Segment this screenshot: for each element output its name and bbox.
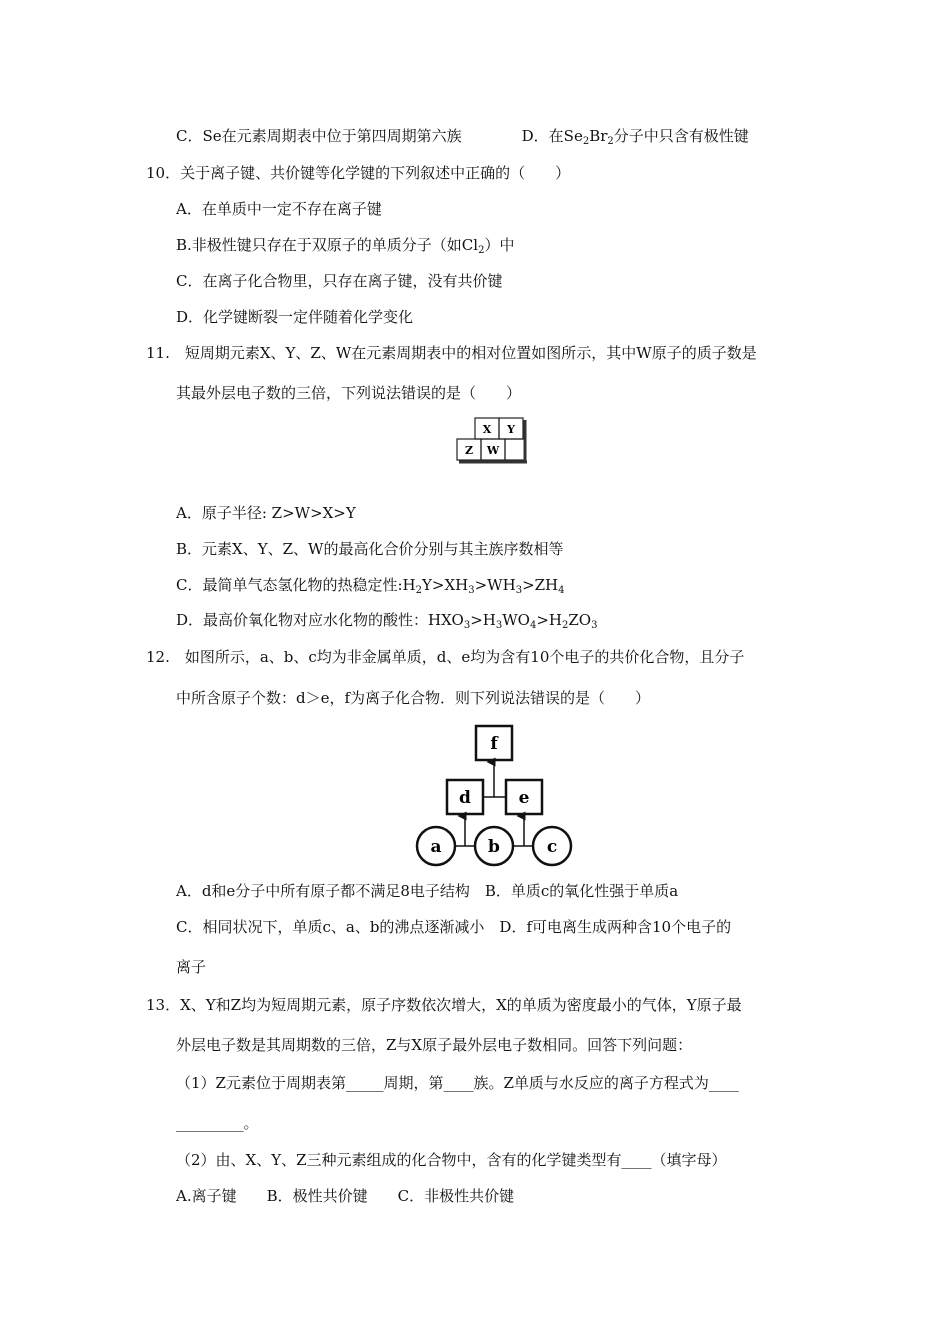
q13-part2: （2）由、X、Y、Z三种元素组成的化合物中，含有的化学键类型有____（填字母） <box>176 1151 727 1169</box>
cell-z: Z <box>464 444 474 457</box>
label-a: a <box>430 837 442 857</box>
q9-option-c: C．Se在元素周期表中位于第四周期第六族 <box>176 127 462 145</box>
q9-option-d: D．在$Se_2Br_2$分子中只含有极性键 <box>521 127 749 147</box>
q10-stem: 10．关于离子键、共价键等化学键的下列叙述中正确的（ ） <box>146 164 571 182</box>
q10-option-c: C．在离子化合物里，只存在离子键，没有共价键 <box>176 272 503 290</box>
label-e: e <box>518 788 530 808</box>
periodic-position-figure <box>455 416 530 466</box>
q11-option-b: B．元素X、Y、Z、W的最高化合价分别与其主族序数相等 <box>176 540 564 558</box>
q13-part1-cont: _________。 <box>176 1114 259 1132</box>
q10-option-b: B.非极性键只存在于双原子的单质分子（如$Cl_2$）中 <box>176 236 515 256</box>
q11-stem-cont: 其最外层电子数的三倍，下列说法错误的是（ ） <box>176 384 522 402</box>
q9-options-cd <box>176 125 749 147</box>
q11-stem: 11. 短周期元素X、Y、Z、W在元素周期表中的相对位置如图所示，其中W原子的质子数是 <box>146 344 757 362</box>
q10-option-d: D．化学键断裂一定伴随着化学变化 <box>176 308 414 326</box>
cell-x: X <box>482 423 492 436</box>
label-d: d <box>459 788 471 808</box>
q11-option-a: A．原子半径: Z>W>X>Y <box>176 504 356 522</box>
label-b: b <box>488 837 500 857</box>
q12-stem: 12. 如图所示，a、b、c均为非金属单质，d、e均为含有10个电子的共价化合物，且分子 <box>146 648 745 666</box>
q13-part2-options: A.离子键 B．极性共价键 C．非极性共价键 <box>176 1187 515 1205</box>
cell-y: Y <box>507 423 515 436</box>
q13-stem: 13．X、Y和Z均为短周期元素，原子序数依次增大，X的单质为密度最小的气体，Y原子最 <box>146 996 742 1014</box>
q13-stem-cont: 外层电子数是其周期数的三倍，Z与X原子最外层电子数相同。回答下列问题： <box>176 1036 693 1054</box>
q11-option-c: C．最简单气态氢化物的热稳定性$:H_2Y>XH_3>WH_3>ZH_4$ <box>176 576 565 596</box>
q12-options-cd: C．相同状况下，单质c、a、b的沸点逐渐减小 D．f可电离生成两种含10个电子的 <box>176 918 732 936</box>
label-f: f <box>490 734 498 754</box>
q12-options-ab: A．d和e分子中所有原子都不满足8电子结构 B．单质c的氧化性强于单质a <box>176 882 679 900</box>
q12-stem-cont: 中所含原子个数：d＞e，f为离子化合物．则下列说法错误的是（ ） <box>176 689 651 707</box>
q13-part1: （1）Z元素位于周期表第_____周期，第____族。Z单质与水反应的离子方程式为____ <box>176 1074 739 1092</box>
q10-option-a: A．在单质中一定不存在离子键 <box>176 200 382 218</box>
reaction-flow-figure <box>410 718 580 868</box>
label-c: c <box>546 837 558 857</box>
q12-options-cd-cont: 离子 <box>176 958 207 976</box>
cell-w: W <box>486 444 500 457</box>
q11-option-d: D．最高价氧化物对应水化物的酸性：$HXO_3>H_3WO_4>H_2ZO_3$ <box>176 611 598 631</box>
